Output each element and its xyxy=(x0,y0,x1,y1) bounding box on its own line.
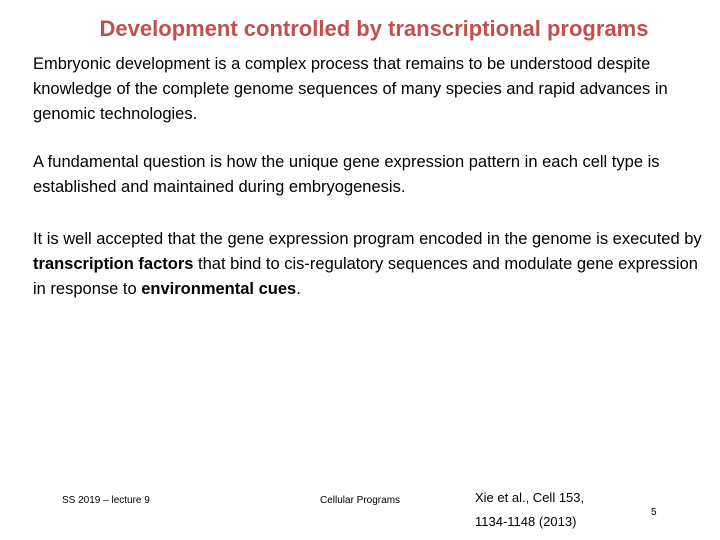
emphasis-environmental-cues: environmental cues xyxy=(141,280,297,298)
paragraph-text: . xyxy=(296,280,301,298)
citation-line-2: 1134-1148 (2013) xyxy=(475,514,577,529)
citation-line-1: Xie et al., Cell 153, xyxy=(475,490,585,505)
paragraph-text: It is well accepted that the gene expression program encoded in the genome is executed by xyxy=(33,230,702,248)
paragraph-text: that bind to cis-regulatory sequences and modulate gene expression in response to xyxy=(33,255,698,298)
footer-topic-label: Cellular Programs xyxy=(320,495,401,506)
emphasis-transcription-factors: transcription factors xyxy=(33,255,194,273)
footer-course-label: SS 2019 – lecture 9 xyxy=(62,495,150,506)
paragraph-transcription-factors xyxy=(33,227,703,302)
page-number: 5 xyxy=(651,507,657,518)
paragraph-fundamental-question: A fundamental question is how the unique gene expression pattern in each cell type is established and maintained during embryogenesis. xyxy=(33,153,660,196)
slide-title: Development controlled by transcriptional programs xyxy=(99,16,649,41)
paragraph-embryonic-development: Embryonic development is a complex process that remains to be understood despite knowledge of the complete genome sequences of many species and rapid advances in genomic technologies. xyxy=(33,55,668,123)
footer-citation xyxy=(475,486,584,534)
